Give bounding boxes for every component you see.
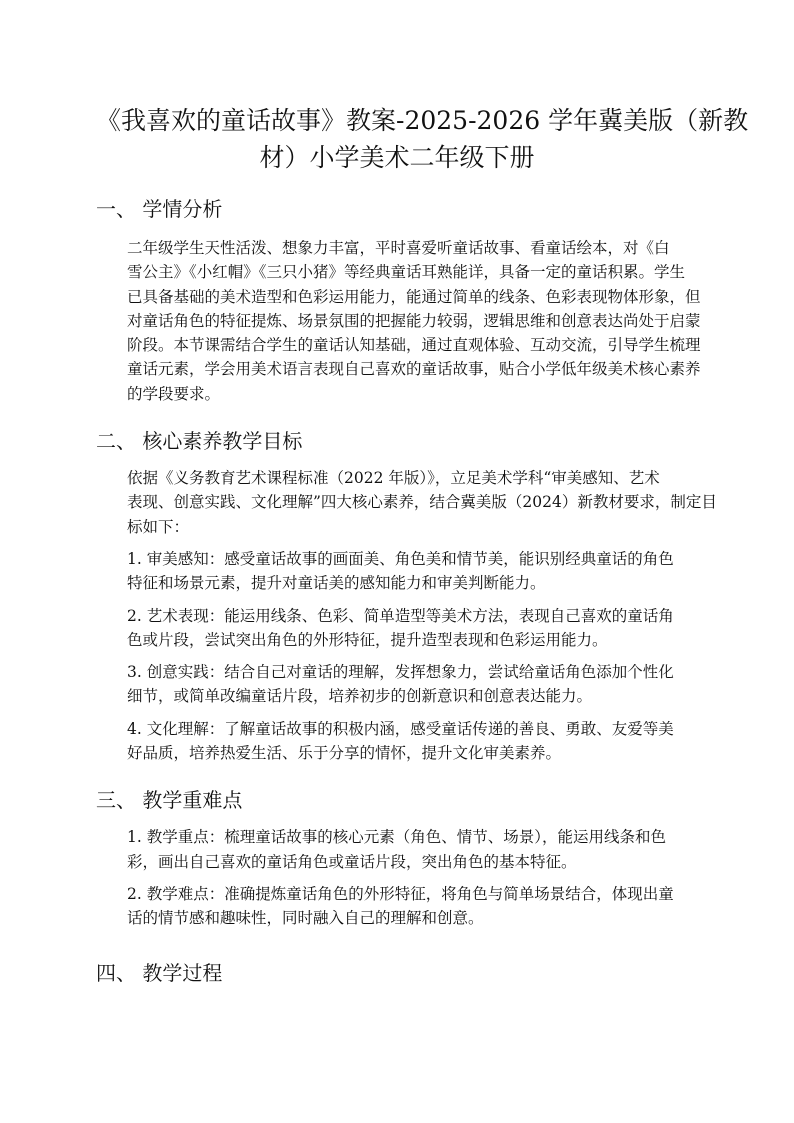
section-heading: 一、 学情分析 <box>96 197 223 221</box>
section-heading: 四、 教学过程 <box>96 960 223 985</box>
text-line: 阶段。本节课需结合学生的童话认知基础，通过直观体验、互动交流，引导学生梳理 <box>127 336 701 355</box>
text-line: 已具备基础的美术造型和色彩运用能力，能通过简单的线条、色彩表现物体形象，但 <box>127 287 701 306</box>
key-point-item <box>96 825 698 874</box>
title-line: 材）小学美术二年级下册 <box>259 143 535 172</box>
text-line: 雪公主》《小红帽》《三只小猪》等经典童话耳熟能详，具备一定的童话积累。学生 <box>127 263 686 282</box>
text-line: 细节，或简单改编童话片段，培养初步的创新意识和创意表达能力。 <box>127 687 593 706</box>
text-line: 童话元素，学会用美术语言表现自己喜欢的童话故事，贴合小学低年级美术核心素养 <box>127 360 701 379</box>
title-line: 《我喜欢的童话故事》教案-2025-2026 学年冀美版（新教 <box>96 106 749 135</box>
text-line: 好品质，培养热爱生活、乐于分享的情怀，提升文化审美素养。 <box>127 744 562 763</box>
text-line: 彩，画出自己喜欢的童话角色或童话片段，突出角色的基本特征。 <box>127 852 577 871</box>
goal-item <box>96 660 698 709</box>
paragraph-learner-analysis <box>96 236 701 406</box>
text-line: 二年级学生天性活泼、想象力丰富，平时喜爱听童话故事、看童话绘本，对《白 <box>127 239 670 257</box>
text-line: 4. 文化理解：了解童话故事的积极内涵，感受童话传递的善良、勇敢、友爱等美 <box>127 719 674 738</box>
text-line: 2. 教学难点：准确提炼童话角色的外形特征，将角色与简单场景结合，体现出童 <box>127 884 674 903</box>
section-key-difficulties <box>96 786 698 930</box>
text-line: 2. 艺术表现：能运用线条、色彩、简单造型等美术方法，表现自己喜欢的童话角 <box>127 606 674 625</box>
text-line: 色或片段，尝试突出角色的外形特征，提升造型表现和色彩运用能力。 <box>127 630 608 649</box>
section-heading: 三、 教学重难点 <box>96 788 243 813</box>
goal-item <box>96 604 698 653</box>
section-learner-analysis <box>96 195 701 406</box>
text-line: 对童话角色的特征提炼、场景氛围的把握能力较弱，逻辑思维和创意表达尚处于启蒙 <box>127 311 701 330</box>
text-line: 依据《义务教育艺术课程标准（2022 年版）》，立足美术学科“审美感知、艺术 <box>127 469 660 488</box>
text-line: 的学段要求。 <box>127 384 221 403</box>
text-line: 特征和场景元素，提升对童话美的感知能力和审美判断能力。 <box>127 574 546 593</box>
text-line: 话的情节感和趣味性，同时融入自己的理解和创意。 <box>127 909 484 928</box>
document-title <box>96 102 749 176</box>
goal-item <box>96 717 698 766</box>
text-line: 3. 创意实践：结合自己对童话的理解，发挥想象力，尝试给童话角色添加个性化 <box>127 663 674 682</box>
section-teaching-process <box>96 959 698 987</box>
section-heading: 二、 核心素养教学目标 <box>96 429 303 454</box>
paragraph-goals-intro <box>96 466 717 539</box>
difficulty-item <box>96 882 698 931</box>
text-line: 1. 教学重点：梳理童话故事的核心元素（角色、情节、场景），能运用线条和色 <box>127 828 666 847</box>
section-core-literacy-goals <box>96 427 717 765</box>
text-line: 标如下： <box>127 517 190 536</box>
text-line: 1. 审美感知：感受童话故事的画面美、角色美和情节美，能识别经典童话的角色 <box>127 549 674 568</box>
text-line: 表现、创意实践、文化理解”四大核心素养，结合冀美版（2024）新教材要求，制定目 <box>127 493 717 512</box>
goal-item <box>96 547 698 596</box>
